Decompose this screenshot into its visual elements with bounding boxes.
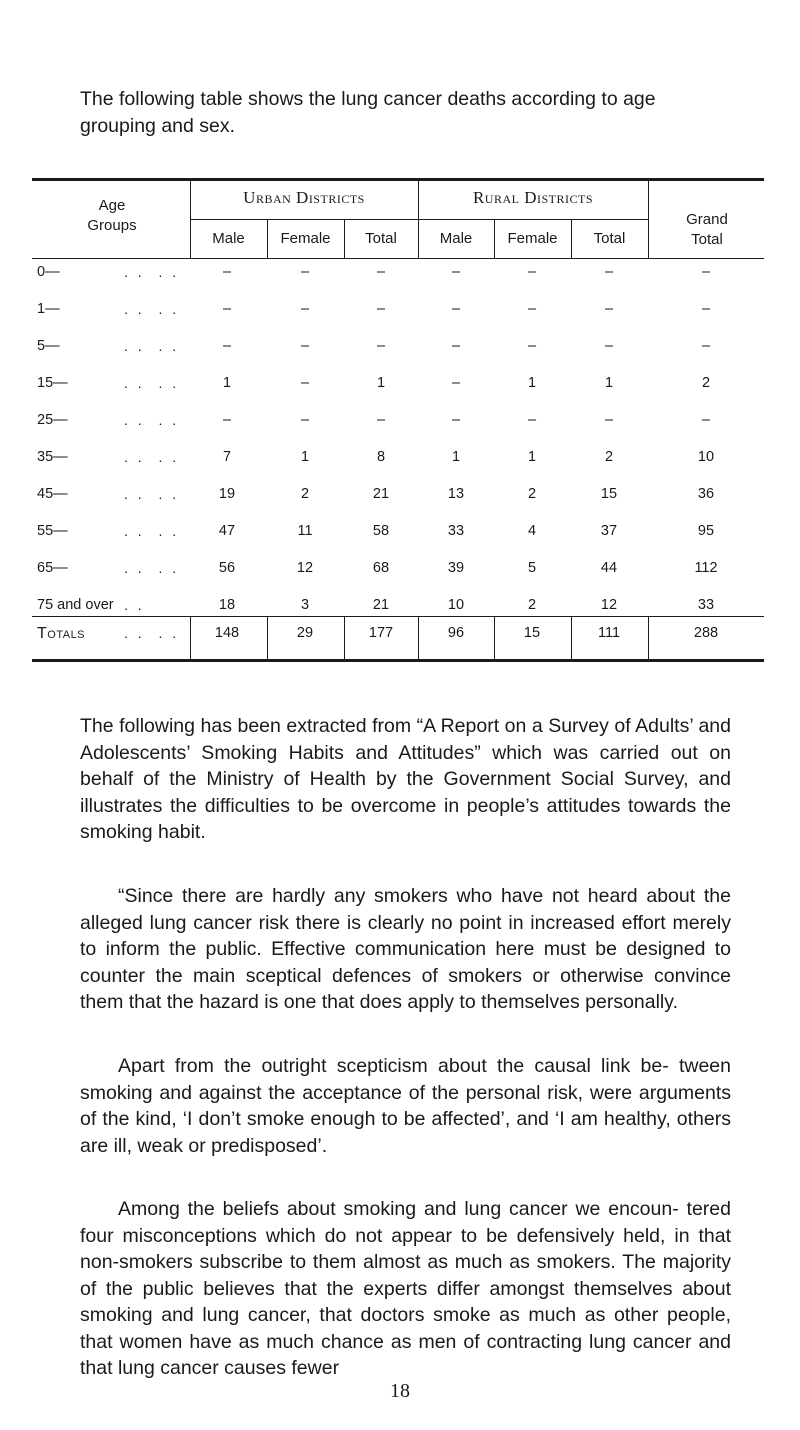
table-cell: – — [376, 338, 386, 354]
table-cell: 56 — [218, 560, 236, 576]
table-cell: – — [701, 264, 711, 280]
totals-cell: 29 — [296, 625, 314, 641]
totals-top-rule — [32, 616, 764, 617]
table-cell: – — [604, 301, 614, 317]
table-cell: 47 — [218, 523, 236, 539]
table-cell: 18 — [218, 597, 236, 613]
table-cell: 3 — [300, 597, 310, 613]
leader-dots: . . . . — [124, 625, 180, 641]
table-cell: 1 — [376, 375, 386, 391]
table-cell: 10 — [697, 449, 715, 465]
age-group-label: 1— — [37, 301, 60, 317]
age-groups-header: Age Groups — [87, 197, 137, 234]
table-cell: – — [701, 412, 711, 428]
sub-header: Total — [593, 230, 626, 247]
age-group-label: 65— — [37, 560, 68, 576]
table-cell: 68 — [372, 560, 390, 576]
leader-dots: . . . . — [124, 449, 180, 465]
lung-cancer-deaths-table — [32, 178, 764, 663]
leader-dots: . . . . — [124, 338, 180, 354]
age-group-label: 45— — [37, 486, 68, 502]
table-cell: 1 — [527, 375, 537, 391]
rural-districts-header: Rural Districts — [472, 188, 594, 207]
totals-cell: 96 — [447, 625, 465, 641]
age-group-label: 5— — [37, 338, 60, 354]
totals-cell: 177 — [368, 625, 394, 641]
leader-dots: . . . . — [124, 560, 180, 576]
table-cell: 2 — [604, 449, 614, 465]
age-group-label: 75 and over — [37, 597, 114, 613]
totals-cell: 148 — [214, 625, 240, 641]
urban-districts-header: Urban Districts — [243, 188, 365, 207]
leader-dots: . . . . — [124, 523, 180, 539]
leader-dots: . . . . — [124, 412, 180, 428]
intro-paragraph: The following table shows the lung cancer deaths according to age grouping and sex. — [80, 88, 656, 137]
table-cell: – — [451, 264, 461, 280]
sub-header: Female — [280, 230, 331, 247]
grand-total-header: Grand Total — [686, 211, 728, 248]
table-cell: – — [604, 264, 614, 280]
page-number: 18 — [390, 1380, 410, 1402]
table-cell: – — [300, 301, 310, 317]
table-cell: 33 — [447, 523, 465, 539]
age-group-label: 25— — [37, 412, 68, 428]
table-cell: – — [604, 412, 614, 428]
age-group-label: 0— — [37, 264, 60, 280]
table-cell: – — [527, 338, 537, 354]
table-cell: 1 — [527, 449, 537, 465]
table-cell: – — [376, 264, 386, 280]
leader-dots: . . — [124, 597, 145, 613]
table-cell: 58 — [372, 523, 390, 539]
table-cell: – — [527, 264, 537, 280]
table-cell: 5 — [527, 560, 537, 576]
table-cell: 7 — [222, 449, 232, 465]
header-bottom-rule — [32, 258, 764, 259]
misconceptions-paragraph: Among the beliefs about smoking and lung cancer we encoun- tered four misconceptions which do not appear to be defensively held, in that non-smokers subscribe to them almost as much as smokers. The majority of the public believes that the experts differ amongst themselves about smoking and lung cancer, that doctors smoke as much as other people, that women have as much chance as men of contracting lung cancer and that lung cancer causes fewer — [80, 1198, 731, 1379]
leader-dots: . . . . — [124, 375, 180, 391]
table-cell: 12 — [296, 560, 314, 576]
table-cell: – — [376, 301, 386, 317]
table-cell: – — [222, 301, 232, 317]
table-cell: – — [376, 412, 386, 428]
table-cell: 112 — [694, 560, 718, 576]
table-cell: 95 — [697, 523, 715, 539]
table-cell: 12 — [600, 597, 618, 613]
scepticism-paragraph: Apart from the outright scepticism about the causal link be- tween smoking and against the acceptance of the personal risk, were arguments of the kind, ‘I don’t smoke enough to be affected’, and ‘I am healthy, others are ill, weak or predisposed’. — [80, 1055, 731, 1157]
totals-label: Totals — [37, 625, 86, 642]
table-cell: – — [701, 301, 711, 317]
table-cell: 4 — [527, 523, 537, 539]
table-top-rule — [32, 178, 764, 181]
table-cell: – — [222, 338, 232, 354]
table-cell: – — [604, 338, 614, 354]
table-cell: 1 — [451, 449, 461, 465]
table-cell: 1 — [222, 375, 232, 391]
sub-header: Female — [507, 230, 558, 247]
table-cell: – — [300, 264, 310, 280]
leader-dots: . . . . — [124, 264, 180, 280]
table-cell: – — [222, 264, 232, 280]
quote-paragraph: “Since there are hardly any smokers who have not heard about the alleged lung cancer risk there is clearly no point in increased effort merely to inform the public. Effective communication here must be designed to counter the main sceptical defences of smokers or otherwise convince them that the hazard is one that does apply to themselves personally. — [80, 885, 731, 1013]
table-cell: – — [222, 412, 232, 428]
table-cell: 2 — [701, 375, 711, 391]
table-cell: 44 — [600, 560, 618, 576]
table-cell: – — [451, 338, 461, 354]
table-cell: 21 — [372, 597, 390, 613]
table-cell: – — [527, 301, 537, 317]
table-cell: – — [451, 375, 461, 391]
table-cell: 19 — [218, 486, 236, 502]
table-bottom-rule — [32, 659, 764, 662]
table-cell: – — [451, 412, 461, 428]
table-cell: – — [701, 338, 711, 354]
table-cell: – — [527, 412, 537, 428]
leader-dots: . . . . — [124, 301, 180, 317]
table-cell: 1 — [604, 375, 614, 391]
age-group-label: 55— — [37, 523, 68, 539]
table-cell: 37 — [600, 523, 618, 539]
table-cell: 21 — [372, 486, 390, 502]
table-cell: – — [451, 301, 461, 317]
age-group-label: 15— — [37, 375, 68, 391]
sub-header: Male — [212, 230, 245, 247]
table-cell: 33 — [697, 597, 715, 613]
table-cell: 10 — [447, 597, 465, 613]
sub-header: Male — [439, 230, 473, 247]
table-cell: 2 — [527, 486, 537, 502]
table-cell: 15 — [600, 486, 618, 502]
table-cell: 2 — [300, 486, 310, 502]
totals-cell: 15 — [523, 625, 541, 641]
table-cell: 36 — [697, 486, 715, 502]
table-cell: 8 — [376, 449, 386, 465]
table-cell: 2 — [527, 597, 537, 613]
table-cell: 1 — [300, 449, 310, 465]
table-cell: 39 — [447, 560, 465, 576]
table-cell: – — [300, 375, 310, 391]
table-cell: 11 — [297, 523, 313, 539]
leader-dots: . . . . — [124, 486, 180, 502]
totals-cell: 288 — [693, 625, 719, 641]
sub-header: Total — [365, 230, 397, 247]
age-group-label: 35— — [37, 449, 68, 465]
report-paragraph: The following has been extracted from “A Report on a Survey of Adults’ and Adolescents’ Smoking Habits and Attitudes” which was carried out on behalf of the Ministry of Health by the Government Social Survey, and illustrates the difficulties to be overcome in people’s attitudes towards the smoking habit. — [80, 715, 731, 843]
table-cell: 13 — [447, 486, 465, 502]
table-cell: – — [300, 338, 310, 354]
table-cell: – — [300, 412, 310, 428]
totals-cell: 111 — [597, 625, 621, 641]
district-group-rule — [190, 219, 648, 220]
